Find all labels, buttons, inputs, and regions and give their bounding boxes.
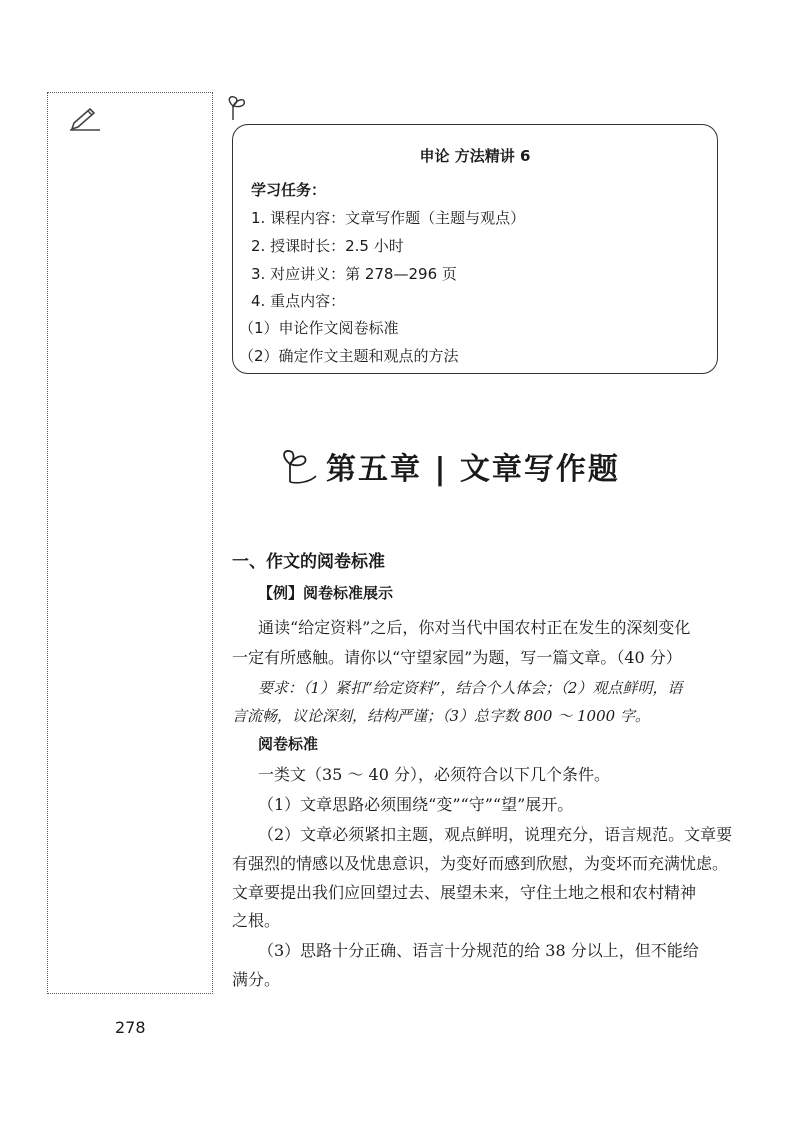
standard-line: 之根。 — [232, 911, 281, 930]
standard-line: （3）思路十分正确、语言十分规范的给 38 分以上，但不能给 — [258, 941, 699, 960]
standard-line: 一类文（35 ～ 40 分），必须符合以下几个条件。 — [258, 765, 610, 784]
requirement-line: 言流畅，议论深刻，结构严谨；（3）总字数 800 ～ 1000 字。 — [232, 707, 650, 725]
standard-line: 文章要提出我们应回望过去、展望未来，守住土地之根和农村精神 — [232, 883, 697, 902]
task-item: （2）确定作文主题和观点的方法 — [239, 347, 459, 365]
standard-line: 满分。 — [232, 970, 281, 989]
task-item: 1. 课程内容：文章写作题（主题与观点） — [251, 209, 526, 227]
task-item: 4. 重点内容： — [251, 292, 346, 310]
standard-line: （2）文章必须紧扣主题，观点鲜明，说理充分，语言规范。文章要 — [258, 825, 733, 844]
prompt-line: 通读“给定资料”之后，你对当代中国农村正在发生的深刻变化 — [258, 618, 691, 637]
task-item: 3. 对应讲义：第 278—296 页 — [251, 265, 457, 283]
sprout-icon — [280, 446, 320, 486]
standard-line: （1）文章思路必须围绕“变”“守”“望”展开。 — [258, 795, 574, 814]
chapter-title: 第五章 | 文章写作题 — [326, 452, 620, 487]
standard-line: 有强烈的情感以及忧患意识，为变好而感到欣慰，为变坏而充满忧虑。 — [232, 854, 729, 873]
standard-heading: 阅卷标准 — [258, 735, 319, 753]
notes-margin-box — [47, 92, 213, 994]
page-number: 278 — [115, 1018, 146, 1037]
sprout-icon — [228, 92, 258, 122]
section-title: 一、作文的阅卷标准 — [232, 552, 385, 572]
chapter-heading — [280, 444, 620, 488]
example-label: 【例】阅卷标准展示 — [258, 584, 394, 602]
learning-task-box — [232, 124, 718, 374]
task-heading: 学习任务： — [251, 181, 327, 199]
requirement-line: 要求：（1）紧扣“给定资料”，结合个人体会；（2）观点鲜明，语 — [258, 679, 683, 697]
task-item: （1）申论作文阅卷标准 — [239, 319, 399, 337]
task-title: 申论 方法精讲 6 — [419, 147, 531, 165]
pencil-icon — [68, 105, 102, 131]
prompt-line: 一定有所感触。请你以“守望家园”为题，写一篇文章。（40 分） — [232, 648, 682, 667]
task-item: 2. 授课时长：2.5 小时 — [251, 237, 404, 255]
